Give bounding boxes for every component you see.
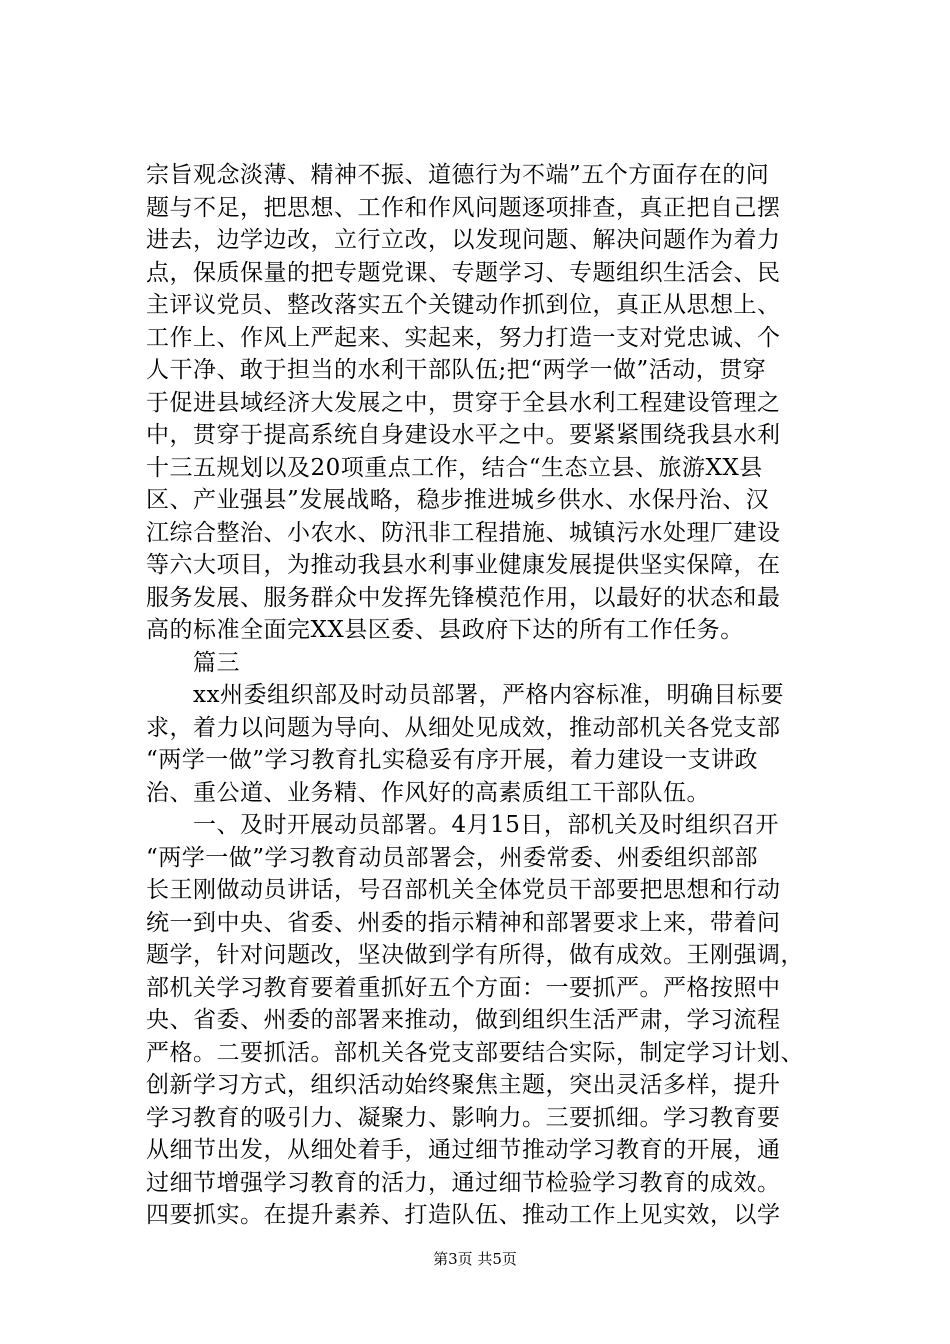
text-line: 篇三: [146, 649, 240, 676]
text-line: 从细节出发，从细处着手，通过细节推动学习教育的开展，通: [146, 1137, 781, 1163]
text-line: 央、省委、州委的部署来推动，做到组织生活严肃，学习流程: [146, 1007, 781, 1033]
text-line: 点，保质保量的把专题党课、专题学习、专题组织生活会、民: [146, 259, 781, 286]
text-line: 等六大项目，为推动我县水利事业健康发展提供坚实保障，在: [146, 552, 781, 578]
text-line: 中，贯穿于提高系统自身建设水平之中。要紧紧围绕我县水利: [146, 422, 781, 448]
text-line: 题学，针对问题改，坚决做到学有所得，做有成效。王刚强调，: [146, 942, 804, 968]
text-line: 进去，边学边改，立行立改，以发现问题、解决问题作为着力: [146, 227, 781, 253]
text-line: 十三五规划以及20项重点工作，结合“生态立县、旅游XX县: [146, 454, 763, 481]
text-line: 于促进县域经济大发展之中，贯穿于全县水利工程建设管理之: [146, 389, 781, 416]
text-line: 江综合整治、小农水、防汛非工程措施、城镇污水处理厂建设: [146, 519, 781, 546]
text-line: 区、产业强县”发展战略，稳步推进城乡供水、水保丹治、汉: [146, 487, 770, 513]
text-line: 题与不足，把思想、工作和作风问题逐项排查，真正把自己摆: [146, 194, 781, 221]
text-line: 主评议党员、整改落实五个关键动作抓到位，真正从思想上、: [146, 292, 781, 318]
text-line: xx州委组织部及时动员部署，严格内容标准，明确目标要: [146, 682, 784, 708]
text-line: 高的标准全面完XX县区委、县政府下达的所有工作任务。: [146, 617, 744, 643]
text-line: 统一到中央、省委、州委的指示精神和部署要求上来，带着问: [146, 909, 781, 936]
text-line: “两学一做”学习教育扎实稳妥有序开展，着力建设一支讲政: [146, 747, 759, 773]
text-line: 工作上、作风上严起来、实起来，努力打造一支对党忠诚、个: [146, 324, 781, 351]
text-line: 求，着力以问题为导向、从细处见成效，推动部机关各党支部: [146, 714, 781, 741]
text-line: 四要抓实。在提升素养、打造队伍、推动工作上见实效，以学: [146, 1202, 781, 1228]
text-line: 过细节增强学习教育的活力，通过细节检验学习教育的成效。: [146, 1169, 781, 1196]
text-line: 宗旨观念淡薄、精神不振、道德行为不端”五个方面存在的问: [146, 162, 770, 188]
text-line: 服务发展、服务群众中发挥先锋模范作用，以最好的状态和最: [146, 584, 781, 611]
text-line: 严格。二要抓活。部机关各党支部要结合实际，制定学习计划、: [146, 1039, 804, 1066]
text-line: 学习教育的吸引力、凝聚力、影响力。三要抓细。学习教育要: [146, 1104, 781, 1131]
text-line: 创新学习方式，组织活动始终聚焦主题，突出灵活多样，提升: [146, 1072, 781, 1098]
text-line: 一、及时开展动员部署。4月15日，部机关及时组织召开: [146, 812, 779, 838]
page-number-footer: 第3页 共5页: [433, 1250, 517, 1268]
text-line: “两学一做”学习教育动员部署会，州委常委、州委组织部部: [146, 844, 759, 871]
text-line: 部机关学习教育要着重抓好五个方面：一要抓严。严格按照中: [146, 974, 781, 1001]
text-line: 长王刚做动员讲话，号召部机关全体党员干部要把思想和行动: [146, 877, 781, 903]
body-text: [146, 159, 826, 1232]
text-line: 人干净、敢于担当的水利干部队伍;把“两学一做”活动，贯穿: [146, 357, 767, 383]
text-line: 治、重公道、业务精、作风好的高素质组工干部队伍。: [146, 779, 710, 806]
